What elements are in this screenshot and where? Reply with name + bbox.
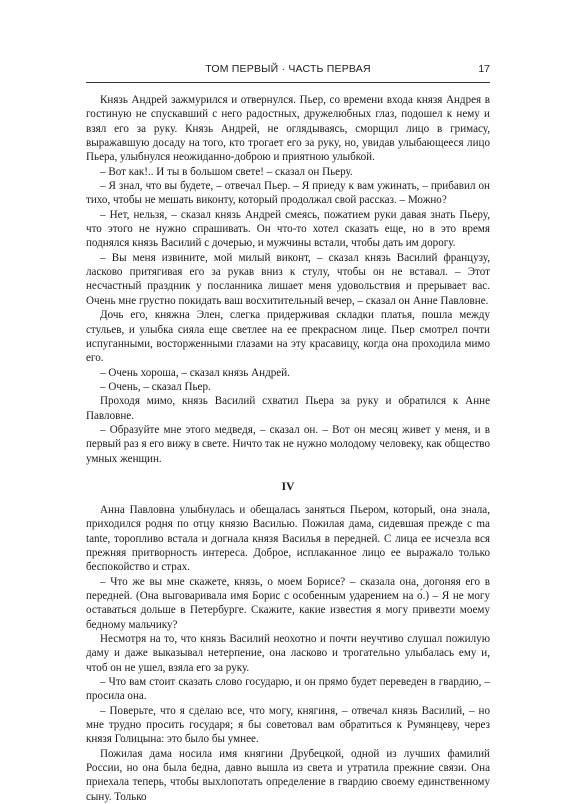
paragraph: – Образуйте мне этого медведя, – сказал он. – Вот он месяц живет у меня, и в первый раз я его вижу в свете. Ничто так не нужно молодому человеку, как общество умных женщин. — [86, 423, 490, 465]
paragraph: Несмотря на то, что князь Василий неохотно и почти неучтиво слушал пожилую даму и даже выказывал нетерпение, она ласково и трогательно улыбалась ему и, чтоб он не ушел, взяла его за руку. — [86, 633, 490, 674]
paragraph: – Что вам стоит сказать слово государю, и он прямо будет переведен в гвардию, – просила она. — [86, 676, 490, 703]
running-header-title: ТОМ ПЕРВЫЙ · ЧАСТЬ ПЕРВАЯ — [205, 63, 371, 75]
chapter-heading: IV — [281, 480, 295, 493]
paragraph: – Поверьте, что я сделаю все, что могу, княгиня, – отвечал князь Василий, – но мне трудно просить государя; я бы советовал вам обратиться к Румянцеву, через князя Голицына: это было бы умнее. — [86, 704, 490, 746]
paragraph: Пожилая дама носила имя княгини Друбецкой, одной из лучших фамилий России, но она была бедна, давно вышла из света и утратила прежние связи. Она приехала теперь, чтобы выхлопотать определение в гвардию своему единственному сыну. Только — [86, 747, 490, 803]
paragraph: – Очень, – сказал Пьер. — [100, 380, 211, 393]
paragraph: Анна Павловна улыбнулась и обещалась заняться Пьером, который, она знала, приходился родня по отцу князю Василью. Пожилая дама, сидевшая прежде с ma tante, торопливо встала и догнала князя Василья в передней. С лица ее исчезла вся прежняя притворность интереса. Доброе, исплаканное лицо ее выражало только беспокойство и страх. — [86, 503, 490, 574]
paragraph: Князь Андрей зажмурился и отвернулся. Пьер, со времени входа князя Андрея в гостиную не спускавший с него радостных, дружелюбных глаз, подошел к нему и взял его за руку. Князь Андрей, не оглядываясь, сморщил лицо в гримасу, выражавшую досаду на того, кто трогает его за руку, но, увидав улыбающееся лицо Пьера, улыбнулся неожиданно-доброю и приятною улыбкой. — [86, 94, 490, 164]
paragraph: – Очень хороша, – сказал князь Андрей. — [100, 366, 290, 379]
paragraph: – Нет, нельзя, – сказал князь Андрей смеясь, пожатием руки давая знать Пьеру, что этого не нужно спрашивать. Он что-то хотел сказать еще, но в это время поднялся князь Василий с дочерью, и мужчины встали, чтобы дать им дорогу. — [86, 208, 490, 250]
body-text — [86, 93, 490, 804]
page-number: 17 — [478, 63, 490, 75]
paragraph: – Вот как!.. И ты в большом свете! – сказал он Пьеру. — [100, 165, 353, 178]
running-header — [86, 60, 490, 83]
paragraph: – Что же вы мне скажете, князь, о моем Борисе? – сказала она, догоняя его в передней. (Она выговаривала имя Борис с особенным ударением на о́.) – Я не могу оставаться дольше в Петербурге. Скажите, какие известия я могу привезти моему бедному мальчику? — [86, 575, 490, 631]
paragraph: Проходя мимо, князь Василий схватил Пьера за руку и обратился к Анне Павловне. — [86, 395, 490, 422]
paragraph: – Вы меня извините, мой милый виконт, – сказал князь Василий французу, ласково притягивая его за рукав вниз к стулу, чтобы он не вставал. – Этот несчастный праздник у посланника лишает меня удовольствия и прерывает вас. Очень мне грустно покидать ваш восхитительный вечер, – сказал он Анне Павловне. — [86, 251, 490, 307]
paragraph: Дочь его, княжна Элен, слегка придерживая складки платья, пошла между стульев, и улыбка сияла еще светлее на ее прекрасном лице. Пьер смотрел почти испуганными, восторженными глазами на эту красавицу, когда она проходила мимо его. — [86, 309, 490, 365]
paragraph: – Я знал, что вы будете, – отвечал Пьер. – Я приеду к вам ужинать, – прибавил он тихо, чтобы не мешать виконту, который продолжал свой рассказ. – Можно? — [86, 180, 490, 207]
